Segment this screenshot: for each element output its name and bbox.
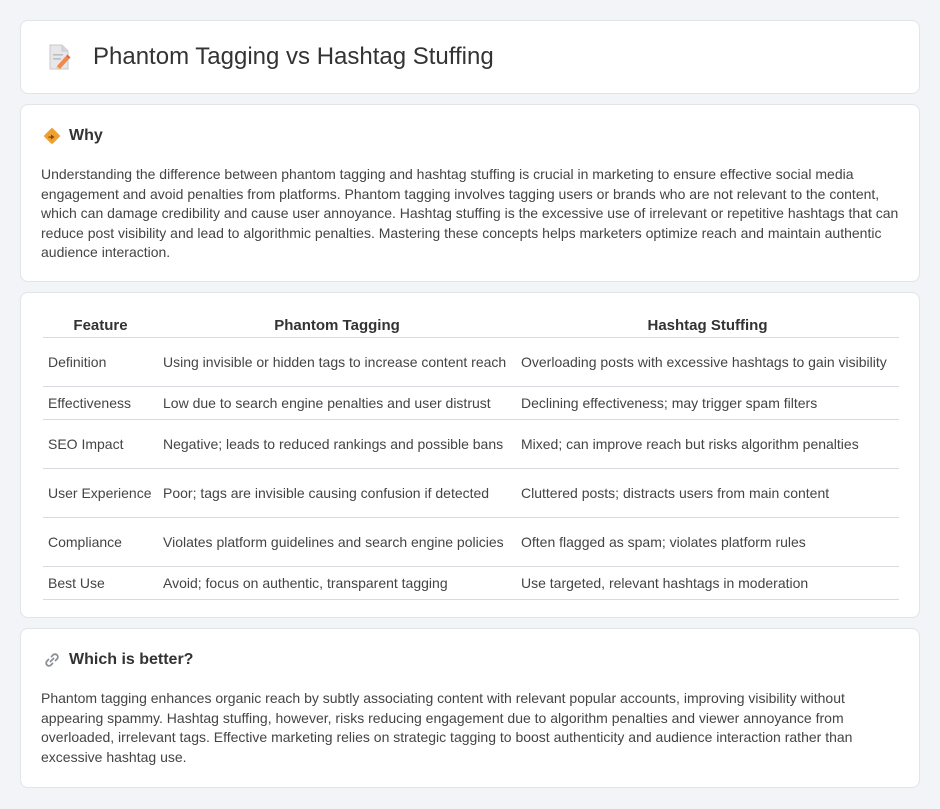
row-hashtag-value: Overloading posts with excessive hashtags to gain visibility [516,337,899,386]
comparison-table [43,315,899,600]
why-title: Why [69,127,103,144]
table-row [43,517,899,566]
row-phantom-value: Low due to search engine penalties and user distrust [158,386,516,419]
row-feature: Compliance [43,517,158,566]
document-pencil-icon [47,43,73,71]
title-card [20,20,920,94]
row-feature: Best Use [43,566,158,599]
row-hashtag-value: Often flagged as spam; violates platform rules [516,517,899,566]
why-heading [43,127,103,145]
row-phantom-value: Avoid; focus on authentic, transparent tagging [158,566,516,599]
why-section [20,104,920,282]
page-header [47,43,494,71]
row-phantom-value: Poor; tags are invisible causing confusion if detected [158,468,516,517]
row-hashtag-value: Mixed; can improve reach but risks algorithm penalties [516,419,899,468]
link-icon [43,651,61,669]
which-is-better-section [20,628,920,788]
why-text: Understanding the difference between phantom tagging and hashtag stuffing is crucial in marketing to ensure effective social media engagement and avoid penalties from platforms. Phantom tagging involves tagging users or brands who are not relevant to the content, which can damage credibility and cause user annoyance. Hashtag stuffing is the excessive use of irrelevant or repetitive hashtags that can reduce post visibility and lead to algorithmic penalties. Mastering these concepts helps marketers optimize reach and maintain authentic audience interaction. [41,166,899,260]
table-row [43,468,899,517]
diamond-warning-icon [43,127,61,145]
page-title: Phantom Tagging vs Hashtag Stuffing [93,43,494,70]
row-feature: SEO Impact [43,419,158,468]
row-hashtag-value: Declining effectiveness; may trigger spam filters [516,386,899,419]
row-hashtag-value: Use targeted, relevant hashtags in moderation [516,566,899,599]
header-hashtag-stuffing: Hashtag Stuffing [516,315,899,337]
table-row [43,566,899,599]
comparison-table-card [20,292,920,618]
header-phantom-tagging: Phantom Tagging [158,315,516,337]
row-feature: Effectiveness [43,386,158,419]
row-feature: User Experience [43,468,158,517]
row-phantom-value: Negative; leads to reduced rankings and possible bans [158,419,516,468]
table-row [43,386,899,419]
table-header-row [43,315,899,337]
row-phantom-value: Using invisible or hidden tags to increase content reach [158,337,516,386]
row-hashtag-value: Cluttered posts; distracts users from main content [516,468,899,517]
better-text: Phantom tagging enhances organic reach by subtly associating content with relevant popular accounts, improving visibility without appearing spammy. Hashtag stuffing, however, risks reducing engagement due to algorithm penalties and viewer annoyance from overloaded, irrelevant tags. Effective marketing relies on strategic tagging to boost authenticity and audience interaction rather than excessive hashtag use. [41,690,853,765]
table-row [43,419,899,468]
table-row [43,337,899,386]
better-title: Which is better? [69,651,194,668]
row-phantom-value: Violates platform guidelines and search engine policies [158,517,516,566]
header-feature: Feature [43,315,158,337]
row-feature: Definition [43,337,158,386]
better-heading [43,651,193,669]
